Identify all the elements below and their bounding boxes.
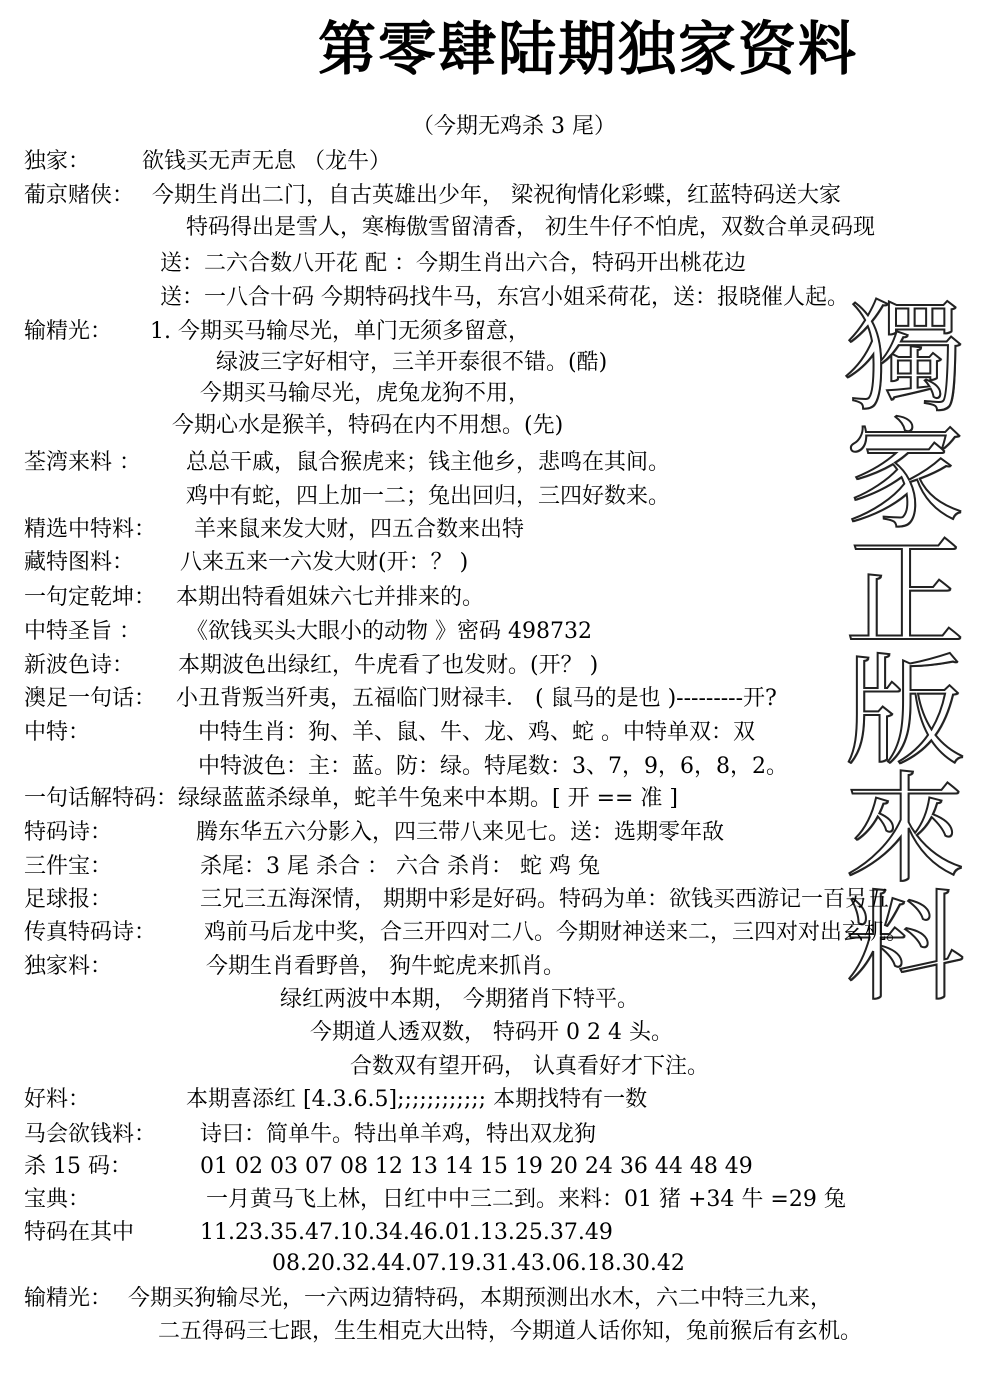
content-row xyxy=(24,1018,974,1048)
content-row xyxy=(24,1085,974,1115)
row-text: 08.20.32.44.07.19.31.43.06.18.30.42 xyxy=(272,1251,685,1276)
row-text: 今期生肖看野兽， 狗牛蛇虎来抓肖。 xyxy=(206,954,565,979)
row-text: 总总干戚，鼠合猴虎来；钱主他乡，悲鸣在其间。 xyxy=(186,450,671,475)
content-row xyxy=(24,1185,974,1215)
row-text: 1. 今期买马输尽光，单门无须多留意， xyxy=(150,319,530,344)
content-row xyxy=(24,985,974,1015)
content-row xyxy=(24,684,974,714)
content-row xyxy=(24,1120,974,1150)
row-label: 一句定乾坤： xyxy=(24,585,157,610)
content-row xyxy=(24,283,974,313)
row-label: 中特： xyxy=(24,720,91,745)
stamp-char: 來 xyxy=(845,761,965,900)
row-text: 本期喜添红 [4.3.6.5];;;;;;;;;;;; 本期找特有一数 xyxy=(186,1087,648,1112)
content-row xyxy=(24,317,974,347)
stamp-char: 家 xyxy=(845,407,965,546)
content-row xyxy=(24,1218,974,1248)
row-text: 八来五来一六发大财(开：？ ) xyxy=(180,550,469,575)
content-row xyxy=(24,852,974,882)
row-label: 三件宝： xyxy=(24,854,113,879)
content-row xyxy=(24,411,974,441)
row-text: 绿红两波中本期， 今期猪肖下特平。 xyxy=(280,987,639,1012)
content-row xyxy=(24,818,974,848)
content-row xyxy=(24,1052,974,1082)
row-label: 足球报： xyxy=(24,887,113,912)
row-label: 荃湾来料 ： xyxy=(24,450,141,475)
row-text: 本期波色出绿红，牛虎看了也发财。(开？ ) xyxy=(178,653,599,678)
row-text: 三兄三五海深情， 期期中彩是好码。特码为单：欲钱买西游记一百另五 xyxy=(200,887,889,912)
row-text: 11.23.35.47.10.34.46.01.13.25.37.49 xyxy=(200,1220,613,1245)
row-text: 今期道人透双数， 特码开 0 2 4 头。 xyxy=(310,1020,673,1045)
row-text: 欲钱买无声无息 （龙牛） xyxy=(142,149,391,174)
row-text: 绿波三字好相守，三羊开泰很不错。(酷) xyxy=(216,350,608,375)
row-text: 01 02 03 07 08 12 13 14 15 19 20 24 36 44 48 49 xyxy=(200,1154,753,1179)
stamp-char: 料 xyxy=(845,879,965,1018)
content-row xyxy=(24,348,974,378)
content-row xyxy=(24,784,974,814)
row-text: 今期生肖出二门，自古英雄出少年， 梁祝徇情化彩蝶，红蓝特码送大家 xyxy=(152,183,841,208)
row-text: 送：二六合数八开花 配 ：今期生肖出六合，特码开出桃花边 xyxy=(160,251,746,276)
row-text: 中特生肖：狗、羊、鼠、牛、龙、鸡、蛇 。中特单双：双 xyxy=(198,720,755,745)
page-title: 第零肆陆期独家资料 xyxy=(318,15,859,83)
content-row xyxy=(24,918,974,948)
row-text: 特码得出是雪人，寒梅傲雪留清香， 初生牛仔不怕虎，双数合单灵码现 xyxy=(186,215,875,240)
row-label: 输精光： xyxy=(24,1286,113,1311)
content-row xyxy=(24,1152,974,1182)
row-label: 特码在其中 xyxy=(24,1220,135,1245)
row-label: 好料： xyxy=(24,1087,91,1112)
row-label: 传真特码诗： xyxy=(24,920,157,945)
page-subtitle: （今期无鸡杀 3 尾） xyxy=(412,114,616,139)
row-text: 诗曰：简单牛。特出单羊鸡，特出双龙狗 xyxy=(200,1122,597,1147)
content-row xyxy=(24,448,974,478)
content-row xyxy=(24,482,974,512)
content-row xyxy=(24,952,974,982)
row-text: 二五得码三七跟，生生相克大出特，今期道人话你知，兔前猴后有玄机。 xyxy=(158,1319,863,1344)
row-label: 葡京赌侠： xyxy=(24,183,135,208)
row-text: 送：一八合十码 今期特码找牛马，东宫小姐采荷花，送：报晓催人起。 xyxy=(160,285,849,310)
row-text: 腾东华五六分影入，四三带八来见七。送：选期零年敌 xyxy=(196,820,725,845)
content-row xyxy=(24,515,974,545)
row-label: 中特圣旨 ： xyxy=(24,619,141,644)
row-text: 中特波色：主：蓝。防：绿。特尾数：3、7，9，6，8，2。 xyxy=(198,754,788,779)
row-text: 今期心水是猴羊，特码在内不用想。(先) xyxy=(172,413,564,438)
row-label: 宝典： xyxy=(24,1187,91,1212)
row-label: 输精光： xyxy=(24,319,113,344)
stamp-char: 獨 xyxy=(845,289,965,428)
content-row xyxy=(24,651,974,681)
content-row xyxy=(24,249,974,279)
content-row xyxy=(24,379,974,409)
row-text: 小丑背叛当歼夷，五福临门财禄丰． ( 鼠马的是也 )---------开? xyxy=(176,686,777,711)
row-text: 本期出特看姐妹六七并排来的。 xyxy=(176,585,485,610)
row-label: 特码诗： xyxy=(24,820,113,845)
content-row xyxy=(24,583,974,613)
row-text: 今期买狗输尽光，一六两边猜特码，本期预测出水木，六二中特三九来， xyxy=(128,1286,833,1311)
content-row xyxy=(24,1284,974,1314)
content-row xyxy=(24,752,974,782)
content-row xyxy=(24,1317,974,1347)
row-text: 《欲钱买头大眼小的动物 》密码 498732 xyxy=(186,619,592,644)
row-text: 鸡中有蛇，四上加一二；兔出回归，三四好数来。 xyxy=(186,484,671,509)
stamp-char: 正 xyxy=(845,525,965,664)
row-label: 马会欲钱料： xyxy=(24,1122,157,1147)
row-label: 独家料： xyxy=(24,954,113,979)
row-text: 鸡前马后龙中奖，合三开四对二八。今期财神送来二，三四对对出玄机。 xyxy=(204,920,909,945)
row-label: 精选中特料： xyxy=(24,517,157,542)
row-text: 绿绿蓝蓝杀绿单，蛇羊牛兔来中本期。[ 开 == 准 ] xyxy=(178,786,679,811)
content-row xyxy=(24,617,974,647)
content-row xyxy=(24,1249,974,1279)
row-text: 今期买马输尽光，虎兔龙狗不用， xyxy=(200,381,531,406)
row-label: 藏特图料： xyxy=(24,550,135,575)
content-row xyxy=(24,213,974,243)
content-row xyxy=(24,147,974,177)
stamp-char: 版 xyxy=(845,643,965,782)
content-row xyxy=(24,548,974,578)
row-text: 一月黄马飞上林，日红中中三二到。来料：01 猪 +34 牛 =29 兔 xyxy=(206,1187,846,1212)
row-label: 一句话解特码： xyxy=(24,786,179,811)
content-row xyxy=(24,181,974,211)
content-row xyxy=(24,718,974,748)
row-label: 独家： xyxy=(24,149,91,174)
row-label: 澳足一句话： xyxy=(24,686,157,711)
row-label: 新波色诗： xyxy=(24,653,135,678)
content-row xyxy=(24,885,974,915)
row-text: 杀尾：3 尾 杀合 ： 六合 杀肖： 蛇 鸡 兔 xyxy=(200,854,600,879)
row-text: 合数双有望开码， 认真看好才下注。 xyxy=(350,1054,709,1079)
row-label: 杀 15 码： xyxy=(24,1154,132,1179)
row-text: 羊来鼠来发大财，四五合数来出特 xyxy=(194,517,525,542)
